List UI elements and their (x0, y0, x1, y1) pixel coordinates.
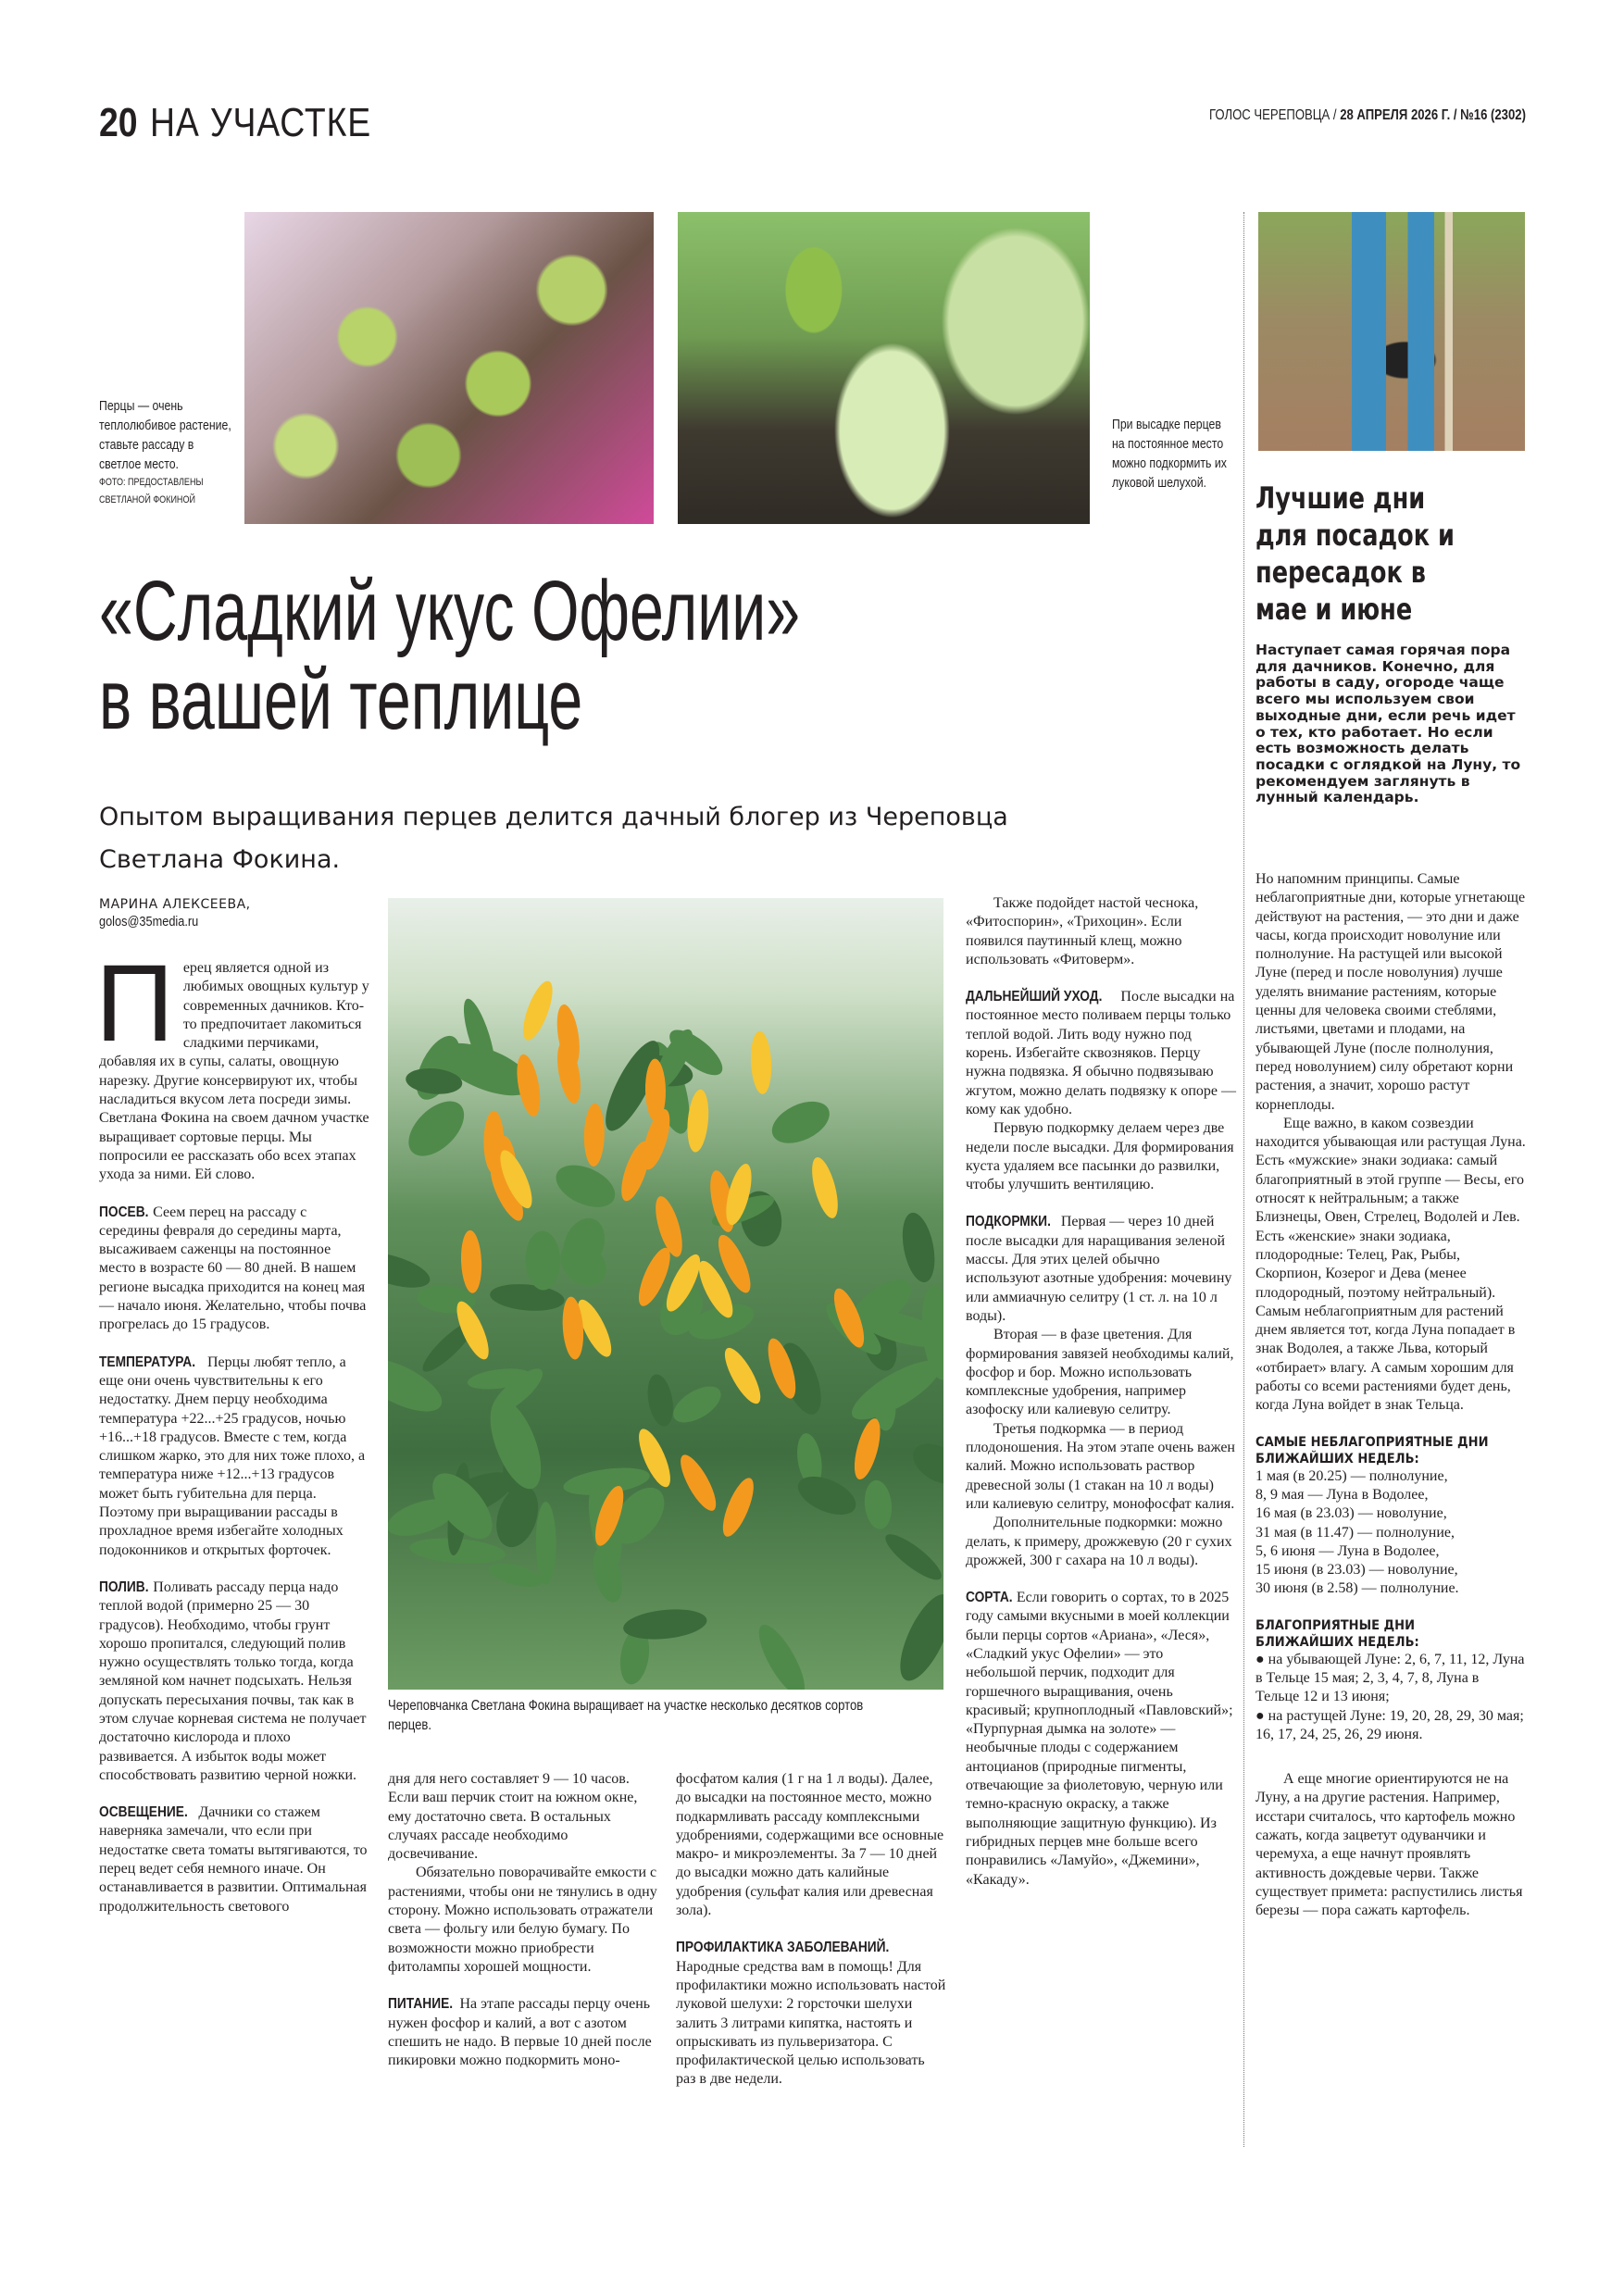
leaf-shape (897, 1210, 940, 1285)
leaf-shape (906, 1436, 943, 1492)
list-item: 31 мая (в 11.47) — полнолуние, (1255, 1524, 1455, 1541)
intro-text: ерец является одной из любимых овощных культур у современных дачников. Кто-то предпочитает лакомиться сладкими перчиками, добавляя их в супы, салаты, овощную нарезку. Другие консервируют их, чтобы насладиться вкусом лета посреди зимы. Светлана Фокина на своем дачном участке выращивает сортовые перцы. Мы попросили ее рассказать обо всех этапах ухода за ними. Ей слово. (99, 960, 369, 1183)
bad-days-list (1255, 1467, 1526, 1599)
section-label: ТЕМПЕРАТУРА. (99, 1354, 196, 1370)
photo-credit: ФОТО: ПРЕДОСТАВЛЕНЫ СВЕТЛАНОЙ ФОКИНОЙ (99, 477, 204, 505)
issue-info: 28 АПРЕЛЯ 2026 Г. / №16 (2302) (1340, 107, 1526, 123)
section-label: СОРТА. (966, 1590, 1013, 1606)
photo-seedlings (244, 212, 654, 524)
column-4 (966, 894, 1236, 1890)
sidebar-body (1255, 870, 1526, 1921)
leaf-shape (643, 1372, 677, 1429)
masthead (1209, 107, 1526, 124)
section-label: ПОЛИВ. (99, 1578, 149, 1595)
section-watering (99, 1578, 369, 1785)
seedlings-caption (99, 396, 236, 509)
leaf-shape (862, 1479, 893, 1530)
list-item (1255, 1651, 1526, 1707)
section-varieties (966, 1589, 1236, 1890)
article-title (99, 564, 801, 747)
section-feeding (966, 1213, 1236, 1326)
sidebar-paragraph-1: Но напомним принципы. Самые неблагоприятные дни, которые угнетающе действуют на растения, — это дни и даже часы, когда происходит новолуние или полнолуние. На растущей или высокой Луне (перед и после новолуния) лучше уделять внимание растениям, которые ценны для человека своими стеблями, листьями, цветами и плодами, на убывающей Луне (после полнолуния, перед новолунием) силу обретают корни растения, а значит, хорошо растут корнеплоды. (1255, 871, 1526, 1113)
leaf-shape (880, 1528, 943, 1586)
section-text: Поливать рассаду перца надо теплой водой (примерно 25 — 30 градусов). Необходимо, чтобы грунт хорошо пропитался, следующий полив нужно осуществлять только тогда, когда земляной ком начнет подсыхать. Нельзя допускать пересыхания почвы, так как в этом случае корневая система не получает достаточно кислорода и плохо развивается. А избыток воды может способствовать развитию черной ножки. (99, 1578, 367, 1783)
main-photo-caption: Череповчанка Светлана Фокина выращивает на участке несколько десятков сортов перцев. (388, 1698, 864, 1733)
pepper-shape (554, 1040, 585, 1105)
section-text: После высадки на постоянное место поливаем перцы только теплой водой. Лить воду нужно под корень. Избегайте сквозняков. Перцу нужна подвязка. Я обычно подвязываю жгутом, можно делать подвязку к опоре — кому как удобно. (966, 989, 1237, 1117)
feeding-paragraph-2: Вторая — в фазе цветения. Для формирования завязей необходимы калий, фосфор и бор. Можно использовать комплексные удобрения, например азофоску или калиевую селитру. (966, 1327, 1234, 1418)
page-header (99, 100, 410, 146)
column-1 (95, 896, 369, 1916)
pepper-shape (650, 1193, 687, 1259)
bullet-icon: ● (1255, 1707, 1268, 1724)
leaf-shape (399, 1092, 474, 1167)
sidebar-paragraph-2: Еще важно, в каком созвездии находится убывающая или растущая Луна. Есть «мужские» знаки зодиака: самый благоприятный в этой группе — Весы, его относят к нейтральным; а также Близнецы, Овен, Стрелец, Водолей и Лев. Есть «женские» знаки зодиака, плодородные: Телец, Рак, Рыбы, Скорпион, Козерог и Дева (менее плодородный, поэтому нейтральный). Самым неблагоприятным для растений днем является тот, когда Луна попадает в знак Водолея, а также Льва, который «отбирает» влагу. А самым хорошим для работы со всеми растениями будет день, когда Луна войдет в знак Тельца. (1255, 1115, 1526, 1414)
article-subtitle: Опытом выращивания перцев делится дачный блогер из Череповца Светлана Фокина. (99, 803, 1008, 874)
list-item: 1 мая (в 20.25) — полнолуние, (1255, 1467, 1448, 1484)
pepper-shape (460, 1229, 483, 1293)
list-item: 8, 9 мая — Луна в Водолее, (1255, 1486, 1429, 1503)
section-text: На этапе рассады перцу очень нужен фосфор и калий, а вот с азотом спешить не надо. В первые 10 дней после пикировки можно подкормить моно- (388, 1996, 652, 2069)
sidebar-title: Лучшие дни для посадок и пересадок в мае и июне (1255, 480, 1455, 627)
section-label: ПОДКОРМКИ. (966, 1214, 1051, 1230)
author-email[interactable]: golos@35media.ru (99, 914, 199, 930)
bad-days-title: САМЫЕ НЕБЛАГОПРИЯТНЫЕ ДНИ БЛИЖАЙШИХ НЕДЕЛЬ: (1255, 1434, 1489, 1466)
pepper-shape (583, 1104, 606, 1167)
section-text: Дачники со стажем наверняка замечали, что если при недостатке света томаты вытягиваются, то перец ведет себя немного иначе. Он останавливается в развитии. Оптимальная продолжительность светового (99, 1804, 368, 1915)
care-paragraph-2: Первую подкормку делаем через две недели после высадки. Для формирования куста удаляем все пасынки до развилки, чтобы улучшить вентиляцию. (966, 1120, 1234, 1193)
column-divider (1243, 212, 1244, 2147)
section-temperature (99, 1354, 369, 1560)
section-lighting (99, 1803, 369, 1916)
pepper-shape (717, 1474, 759, 1540)
feeding-paragraph-3: Третья подкормка — в период плодоношения. На этом этапе очень важен калий. Можно использовать раствор древесной золы (1 стакан на 10 л воды) или калиевую селитру, монофосфат калия. (966, 1420, 1235, 1512)
planting-caption: При высадке перцев на постоянное место можно подкормить их луковой шелухой. (1112, 417, 1227, 491)
list-item (1255, 1707, 1526, 1745)
leaf-shape (588, 1544, 628, 1605)
publication-name: ГОЛОС ЧЕРЕПОВЦА / (1209, 107, 1337, 123)
nutrition-continued: фосфатом калия (1 г на 1 л воды). Далее, до высадки на постоянное место, можно подкармливать рассаду комплексными удобрениями, содержащими все основные макро- и микроэлементы. За 7 — 10 дней до высадки можно дать калийные удобрения (сульфат калия или древесная зола). (676, 1771, 944, 1919)
sidebar-paragraph-3: А еще многие ориентируются не на Луну, а на другие растения. Например, исстари считалось, что картофель можно сажать, когда зацветут одуванчики и черемуха, а еще начнут проявлять активность дождевые черви. Также существует примета: распустились листья березы — пора сажать картофель. (1255, 1771, 1523, 1919)
leaf-shape (890, 1588, 943, 1688)
pepper-shape (685, 1089, 711, 1154)
list-item-text: на убывающей Луне: 2, 6, 7, 11, 12, Луна в Тельце 15 мая; 2, 3, 4, 7, 8, Луна в Тельце 12 и 13 июня; (1255, 1651, 1525, 1705)
pepper-shape (718, 1343, 767, 1408)
section-label: ОСВЕЩЕНИЕ. (99, 1804, 188, 1821)
section-sowing (99, 1204, 369, 1335)
leaf-shape (751, 1619, 813, 1690)
title-line-1: «Сладкий укус Офелии» (99, 564, 801, 658)
lighting-continued: дня для него составляет 9 — 10 часов. Если ваш перчик стоит на южном окне, ему достаточно света. В остальных случаях рассаде необходимо досвечивание. (388, 1771, 638, 1863)
leaf-shape (668, 1379, 727, 1430)
feeding-paragraph-4: Дополнительные подкормки: можно делать, к примеру, дрожжевую (20 г сухих дрожжей, 300 г сахара на 10 л воды). (966, 1515, 1232, 1568)
caption-text: Перцы — очень теплолюбивое растение, ставьте рассаду в светлое место. (99, 398, 231, 472)
list-item: 30 июня (в 2.58) — полнолуние. (1255, 1580, 1459, 1597)
page-number: 20 (99, 100, 138, 145)
pepper-shape (518, 978, 558, 1043)
title-line-2: в вашей теплице (99, 653, 583, 747)
list-item: 15 июня (в 23.03) — новолуние, (1255, 1562, 1458, 1578)
column-2 (388, 1770, 658, 2070)
leaf-shape (489, 1281, 566, 1314)
pepper-shape (749, 1030, 772, 1094)
rubric: НА УЧАСТКЕ (150, 100, 372, 145)
section-text: Первая — через 10 дней после высадки для наращивания зеленой массы. Для этих целей обычно используют азотные удобрения: мочевину или аммиачную селитру (1 ст. л. на 10 л воды). (966, 1214, 1232, 1324)
list-item: 16 мая (в 23.03) — новолуние, (1255, 1505, 1447, 1522)
author-name: МАРИНА АЛЕКСЕЕВА, (99, 897, 251, 912)
section-prevention (676, 1939, 946, 2089)
sidebar-lead: Наступает самая горячая пора для дачников. Конечно, для работы в саду, огороде чаще всего мы используем свои выходные дни, если речь идет о тех, кто работает. Но если есть возможность делать посадки с оглядкой на Луну, то рекомендуем заглянуть в лунный календарь. (1255, 642, 1521, 806)
leaf-shape (549, 1156, 621, 1216)
leaf-shape (388, 1245, 433, 1294)
photo-pepper-plant (678, 212, 1090, 524)
list-item-text: на растущей Луне: 19, 20, 28, 29, 30 мая; 16, 17, 24, 25, 26, 29 июня. (1255, 1707, 1524, 1742)
section-label: ПРОФИЛАКТИКА ЗАБОЛЕВАНИЙ. (676, 1940, 890, 1956)
section-label: ПИТАНИЕ. (388, 1996, 454, 2013)
pepper-shape (674, 1451, 722, 1516)
bullet-icon: ● (1255, 1651, 1268, 1667)
intro-paragraph (95, 942, 369, 1185)
drop-cap: П (95, 942, 174, 1065)
section-text: Народные средства вам в помощь! Для профилактики можно использовать настой луковой шелухи: 2 горсточки шелухи залить 3 литрами кипятка, настоять и опрыскивать из пульверизатора. С профилактической целью использовать раз в две недели. (676, 1958, 946, 2088)
leaf-shape (525, 1230, 561, 1291)
good-days-list (1255, 1651, 1526, 1744)
list-item: 5, 6 июня — Луна в Водолее, (1255, 1542, 1440, 1559)
prevention-continued: Также подойдет настой чеснока, «Фитоспорин», «Трихоцин». Если появился паутинный клещ, можно использовать «Фитоверм». (966, 895, 1199, 967)
section-text: Если говорить о сортах, то в 2025 году самыми вкусными в моей коллекции были перцы сортов «Ариана», «Леся», «Сладкий укус Офелии» — это небольшой перчик, подходит для горшечного выращивания, очень красивый; крупноплодный «Павловский»; «Пурпурная дымка на золоте» — необычные плоды с содержанием антоцианов (природные пигменты, отвечающие за фиолетовую, черную или темно-красную окраску, а также выполняющие защитную функцию). Из гибридных перцев мне больше всего понравились «Ламуйо», «Джемини», «Какаду». (966, 1590, 1233, 1888)
section-text: Сеем перец на рассаду с середины февраля до середины марта, высаживаем саженцы на постоянное место в возрасте 60 — 80 дней. В нашем регионе высадка приходится на конец мая — начало июня. Желательно, чтобы почва прогрелась до 15 градусов. (99, 1204, 367, 1333)
section-text: Перцы любят тепло, а еще они очень чувствительны к его недостатку. Днем перцу необходима температура +22...+25 градусов, ночью +16...+18 градусов. Вместе с тем, когда слишком жарко, это для них тоже плохо, а температура ниже +12...+13 градусов может быть губительна для перца. Поэтому при выращивании рассады в прохладное время избегайте холодных подоконников и открытых форточек. (99, 1354, 366, 1558)
photo-digging (1258, 212, 1525, 451)
leaf-shape (766, 1093, 836, 1152)
column-3 (676, 1770, 946, 2090)
peppers-illustration (388, 898, 943, 1690)
leaf-shape (486, 1559, 544, 1591)
section-label: ПОСЕВ. (99, 1204, 149, 1220)
photo-peppers-main (388, 898, 943, 1690)
section-care (966, 988, 1236, 1119)
section-label: ДАЛЬНЕЙШИЙ УХОД. (966, 989, 1103, 1005)
section-nutrition (388, 1995, 658, 2070)
leaf-shape (536, 1502, 556, 1585)
pepper-shape (806, 1154, 843, 1220)
good-days-title: БЛАГОПРИЯТНЫЕ ДНИ БЛИЖАЙШИХ НЕДЕЛЬ: (1255, 1617, 1419, 1650)
rotate-paragraph: Обязательно поворачивайте емкости с растениями, чтобы они не тянулись в одну сторону. Можно использовать отражатели света — фольгу или белую бумагу. По возможности можно приобрести фитолампы хорошей мощности. (388, 1865, 657, 1975)
